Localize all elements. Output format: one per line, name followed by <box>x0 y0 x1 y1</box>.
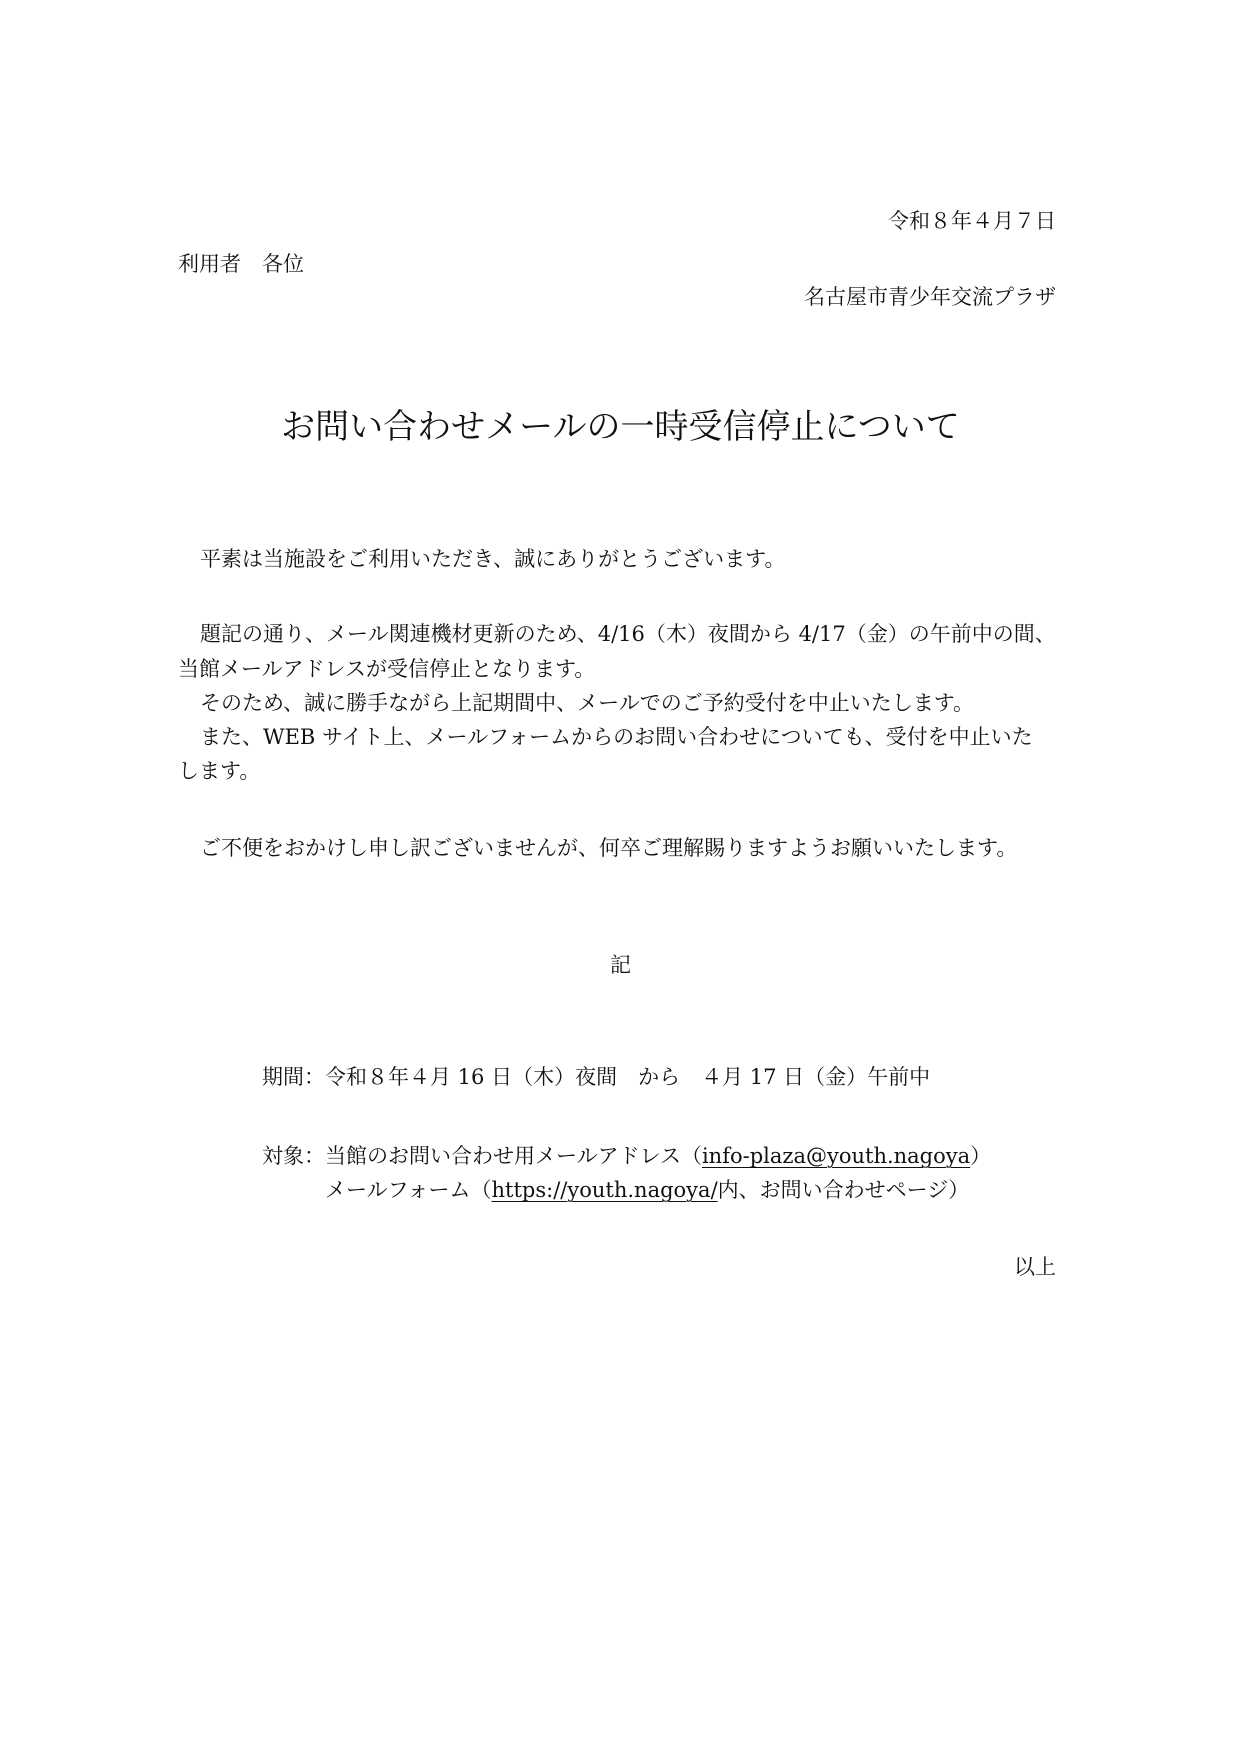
email-link[interactable]: info-plaza@youth.nagoya <box>701 1144 971 1168</box>
issue-date: 令和８年４月７日 <box>888 209 1056 233</box>
form-suffix: 内、お問い合わせページ） <box>717 1178 970 1202</box>
target-line <box>262 1142 991 1170</box>
website-link[interactable]: https://youth.nagoya/ <box>491 1178 718 1202</box>
sender: 名古屋市青少年交流プラザ <box>804 285 1056 309</box>
form-line <box>325 1176 969 1204</box>
body-paragraph-2b: 当館メールアドレスが受信停止となります。 <box>178 657 596 681</box>
body-paragraph-4b: します。 <box>178 759 261 783</box>
period: 期間：令和８年４月 16 日（木）夜間 から ４月 17 日（金）午前中 <box>262 1065 931 1089</box>
body-paragraph-2a: 題記の通り、メール関連機材更新のため、4/16（木）夜間から 4/17（金）の午前中の間、 <box>200 622 1056 646</box>
greeting: 平素は当施設をご利用いただき、誠にありがとうございます。 <box>200 547 786 571</box>
target-suffix: ） <box>970 1144 992 1168</box>
closing: 以上 <box>1014 1255 1056 1279</box>
apology: ご不便をおかけし申し訳ございませんが、何卒ご理解賜りますようお願いいたします。 <box>200 836 1018 860</box>
target-prefix: 対象：当館のお問い合わせ用メールアドレス（ <box>262 1144 702 1168</box>
document-title: お問い合わせメールの一時受信停止について <box>281 407 960 447</box>
recipient: 利用者 各位 <box>178 252 304 276</box>
notes-heading: 記 <box>610 953 631 977</box>
body-paragraph-3: そのため、誠に勝手ながら上記期間中、メールでのご予約受付を中止いたします。 <box>200 691 975 715</box>
form-prefix: メールフォーム（ <box>325 1178 492 1202</box>
body-paragraph-4a: また、WEB サイト上、メールフォームからのお問い合わせについても、受付を中止いた <box>200 725 1033 749</box>
